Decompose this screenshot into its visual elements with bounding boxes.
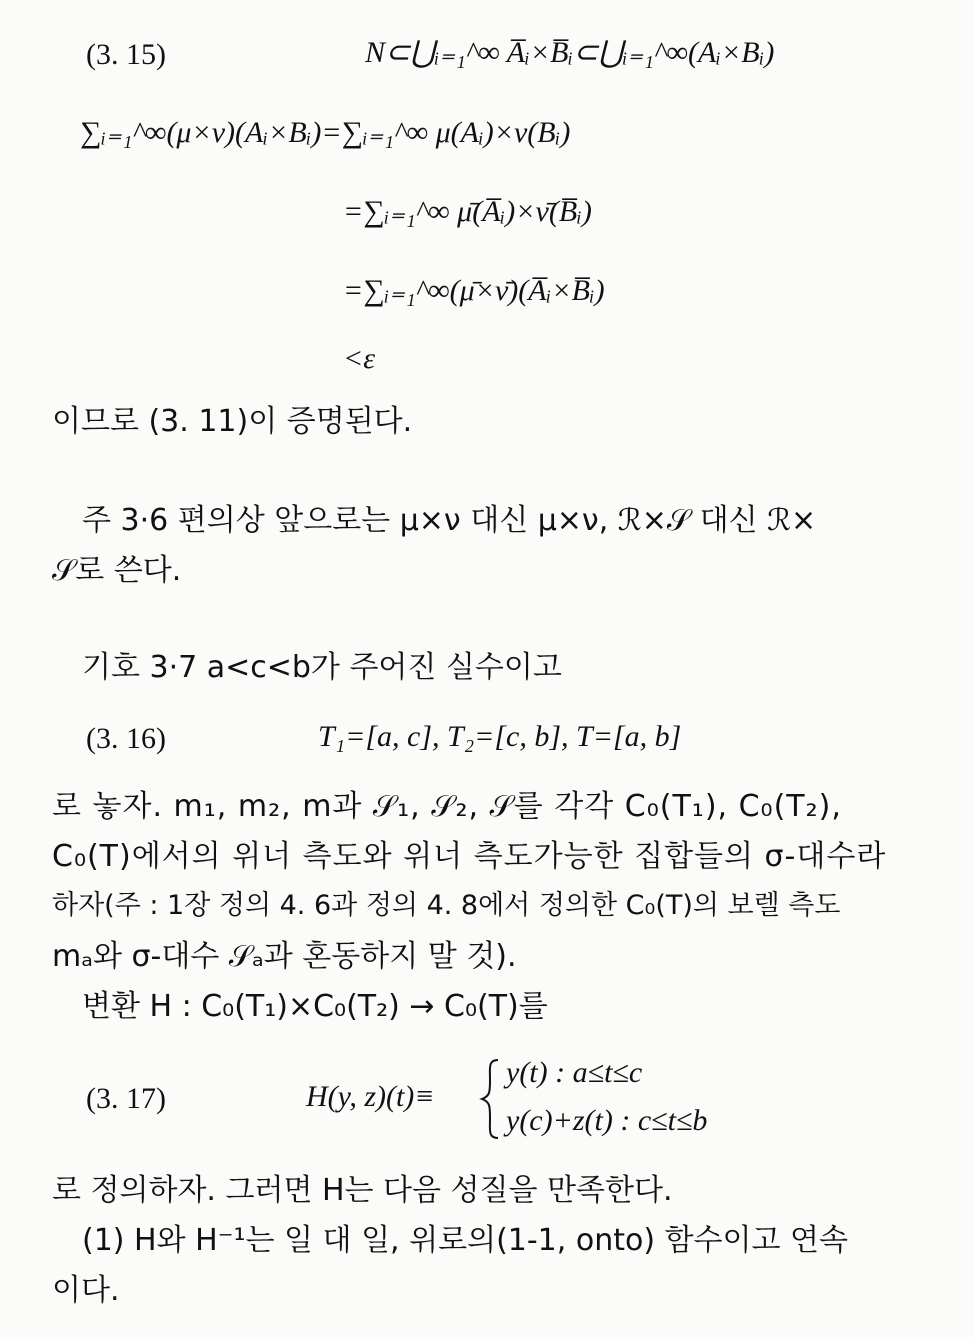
symbol-3-7-line-1: 기호 3·7 a<c<b가 주어진 실수이고 (82, 650, 562, 685)
equation-number-3-17: (3. 17) (86, 1082, 166, 1115)
equation-3-17-case-2: y(c)+z(t) : c≤t≤b (506, 1104, 708, 1137)
equation-number-3-16: (3. 16) (86, 722, 166, 755)
equation-3-15-line-2: ∑ᵢ₌₁^∞(μ×ν)(Aᵢ×Bᵢ)=∑ᵢ₌₁^∞ μ(Aᵢ)×ν(Bᵢ) (80, 116, 571, 149)
paragraph-line-5: 변환 H : C₀(T₁)×C₀(T₂) → C₀(T)를 (82, 989, 548, 1024)
equation-3-17-case-1: y(t) : a≤t≤c (506, 1056, 643, 1089)
paragraph-line-2: C₀(T)에서의 위너 측도와 위너 측도가능한 집합들의 σ-대수라 (52, 839, 887, 874)
brace-icon (478, 1058, 502, 1140)
paragraph-2-line-2: (1) H와 H⁻¹는 일 대 일, 위로의(1-1, onto) 함수이고 연속 (82, 1223, 848, 1258)
equation-3-15-line-4: =∑ᵢ₌₁^∞(μ̄×ν̄)(A̅ᵢ×B̅ᵢ) (343, 274, 605, 307)
note-3-6-line-2: 𝒮로 쓴다. (52, 553, 182, 588)
note-3-6-line-1: 주 3·6 편의상 앞으로는 μ×ν 대신 μ×ν, ℛ×𝒮 대신 ℛ× (82, 503, 817, 538)
equation-3-16: T₁=[a, c], T₂=[c, b], T=[a, b] (318, 720, 682, 753)
paragraph-line-1: 로 놓자. m₁, m₂, m과 𝒮₁, 𝒮₂, 𝒮를 각각 C₀(T₁), C₀(T₂), (52, 789, 842, 824)
paragraph-2-line-3: 이다. (52, 1273, 120, 1308)
equation-number-3-15: (3. 15) (86, 38, 166, 71)
equation-3-15-line-5: <ε (343, 342, 376, 375)
paragraph-line-4: mₐ와 σ-대수 𝒮ₐ과 혼동하지 말 것). (52, 939, 517, 974)
proof-conclusion: 이므로 (3. 11)이 증명된다. (52, 404, 413, 439)
paragraph-2-line-1: 로 정의하자. 그러면 H는 다음 성질을 만족한다. (52, 1173, 673, 1208)
equation-3-15-line-3: =∑ᵢ₌₁^∞ μ̄(A̅ᵢ)×ν̄(B̅ᵢ) (343, 195, 592, 228)
equation-3-15-line-1: N⊂⋃ᵢ₌₁^∞ A̅ᵢ×B̅ᵢ⊂⋃ᵢ₌₁^∞(Aᵢ×Bᵢ) (365, 36, 775, 69)
equation-3-17-lhs: H(y, z)(t)≡ (306, 1080, 435, 1113)
paragraph-line-3: 하자(주 : 1장 정의 4. 6과 정의 4. 8에서 정의한 C₀(T)의 보렐 측도 (52, 890, 841, 921)
